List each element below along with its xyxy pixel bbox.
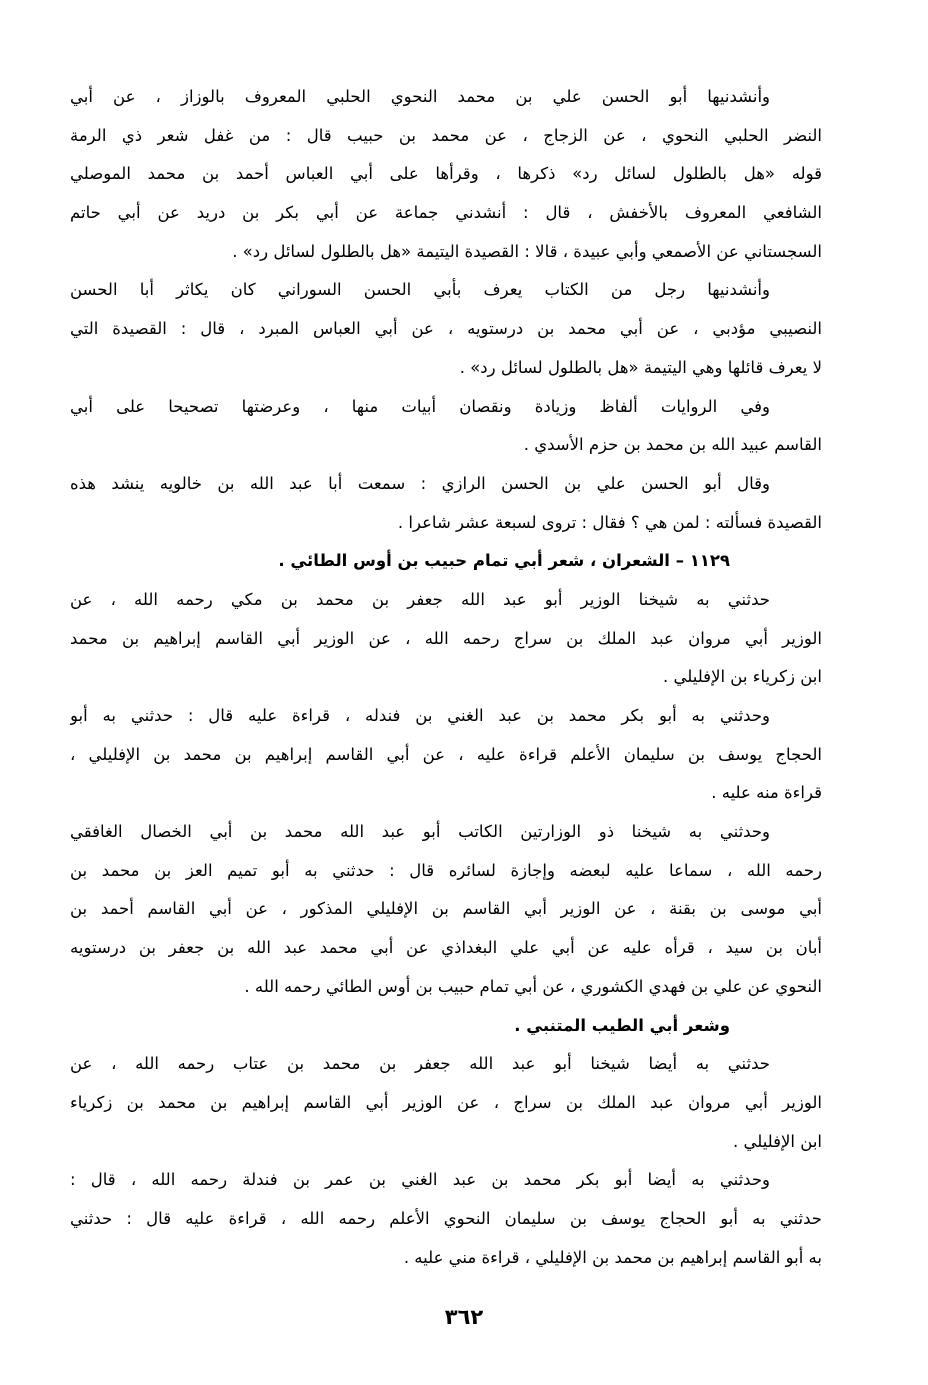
text-line: النحوي عن علي بن فهدي الكشوري ، عن أبي تمام حبيب بن أوس الطائي رحمه الله .	[244, 976, 822, 996]
section-heading: وشعر أبي الطيب المتنبي .	[514, 1015, 730, 1035]
text-line: السجستاني عن الأصمعي وأبي عبيدة ، قالا : القصيدة اليتيمة «هل بالطلول لسائل رد» .	[232, 241, 822, 261]
text-line: الحجاج يوسف بن سليمان الأعلم قراءة عليه ، عن أبي القاسم إبراهيم بن محمد بن الإفليلي ،	[70, 744, 822, 764]
text-line: الشافعي المعروف بالأخفش ، قال : أنشدني جماعة عن أبي بكر بن دريد عن أبي حاتم	[70, 203, 822, 223]
text-line: رحمه الله ، سماعا عليه لبعضه وإجازة لسائره قال : حدثني به أبو تميم العز بن محمد بن	[70, 860, 822, 880]
text-line: القاسم عبيد الله بن محمد بن حزم الأسدي .	[523, 435, 822, 455]
text-line: لا يعرف قائلها وهي اليتيمة «هل بالطلول لسائل رد» .	[459, 357, 822, 377]
text-line: القصيدة فسألته : لمن هي ؟ فقال : تروى لسبعة عشر شاعرا .	[397, 512, 822, 532]
text-line: به أبو القاسم إبراهيم بن محمد بن الإفليلي ، قراءة مني عليه .	[403, 1247, 822, 1267]
text-line: قوله «هل بالطلول لسائل رد» ذكرها ، وقرأها على أبي العباس أحمد بن محمد الموصلي	[70, 164, 822, 184]
text-line: وحدثني به شيخنا ذو الوزارتين الكاتب أبو عبد الله محمد بن أبي الخصال الغافقي	[70, 822, 770, 842]
text-line: وحدثني به أيضا أبو بكر محمد بن عبد الغني بن عمر بن فندلة رحمه الله ، قال :	[70, 1170, 770, 1190]
text-line: أبي موسى بن بقنة ، عن الوزير أبي القاسم بن الإفليلي المذكور ، عن أبي القاسم أحمد بن	[70, 899, 822, 919]
text-line: النضر الحلبي النحوي ، عن الزجاج ، عن محمد بن حبيب قال : من غفل شعر ذي الرمة	[70, 125, 822, 145]
section-heading: ١١٢٩ – الشعران ، شعر أبي تمام حبيب بن أوس الطائي .	[278, 551, 730, 571]
text-line: ابن زكرياء بن الإفليلي .	[663, 667, 822, 687]
text-line: النصيبي مؤدبي ، عن أبي محمد بن درستويه ، عن أبي العباس المبرد ، قال : القصيدة التي	[70, 319, 822, 339]
text-line: وقال أبو الحسن علي بن الحسن الرازي : سمعت أبا عبد الله بن خالويه ينشد هذه	[70, 473, 770, 493]
text-line: قراءة منه عليه .	[711, 783, 822, 803]
text-line: حدثني به أيضا شيخنا أبو عبد الله جعفر بن محمد بن عتاب رحمه الله ، عن	[70, 1054, 770, 1074]
text-line: أبان بن سيد ، قرأه عليه عن أبي علي البغداذي عن أبي محمد عبد الله بن جعفر بن درستويه	[70, 938, 822, 958]
text-line: ابن الإفليلي .	[732, 1131, 822, 1151]
text-line: وأنشدنيها أبو الحسن علي بن محمد النحوي الحلبي المعروف بالوزاز ، عن أبي	[70, 87, 770, 106]
text-line: حدثني به أبو الحجاج يوسف بن سليمان النحوي الأعلم رحمه الله ، قراءة عليه قال : حدثني	[70, 1208, 822, 1228]
text-line: الوزير أبي مروان عبد الملك بن سراج رحمه الله ، عن الوزير أبي القاسم إبراهيم بن محمد	[70, 628, 822, 648]
text-line: الوزير أبي مروان عبد الملك بن سراج ، عن الوزير أبي القاسم إبراهيم بن محمد بن زكرياء	[70, 1092, 822, 1112]
page-body-text	[70, 78, 822, 1277]
text-line: وحدثني به أبو بكر محمد بن عبد الغني بن فندله ، قراءة عليه قال : حدثني به أبو	[70, 706, 770, 725]
page-number: ٣٦٢	[444, 1305, 484, 1329]
text-line: وفي الروايات ألفاظ وزيادة ونقصان أبيات منها ، وعرضتها تصحيحا على أبي	[70, 396, 770, 416]
text-line: حدثني به شيخنا الوزير أبو عبد الله جعفر بن محمد بن مكي رحمه الله ، عن	[70, 589, 770, 609]
text-line: وأنشدنيها رجل من الكتاب يعرف بأبي الحسن السوراني كان يكاثر أبا الحسن	[70, 280, 770, 300]
